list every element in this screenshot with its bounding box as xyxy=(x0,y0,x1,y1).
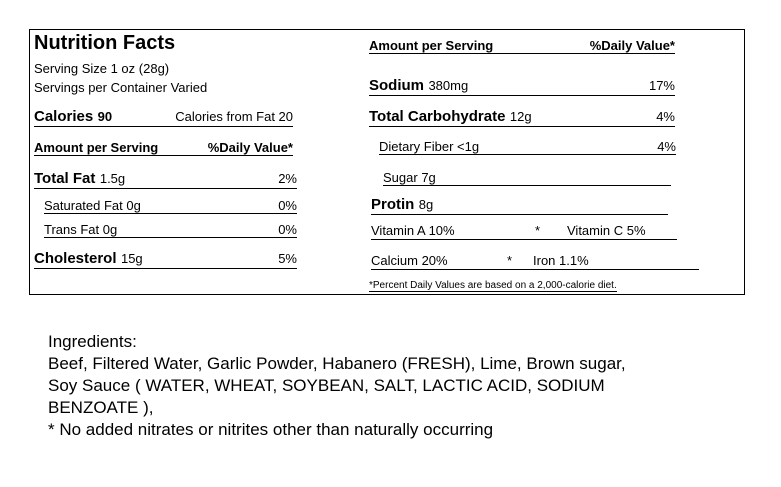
nutrient-dv: 2% xyxy=(278,171,297,186)
sugar-row xyxy=(383,170,671,186)
nutrient-amount: 12g xyxy=(509,109,532,124)
nutrient-name: Sugar xyxy=(383,170,418,185)
ingredients-line: Soy Sauce ( WATER, WHEAT, SOYBEAN, SALT, LACTIC ACID, SODIUM xyxy=(48,376,605,395)
separator-asterisk: * xyxy=(535,223,541,238)
calories-label: Calories xyxy=(34,108,94,125)
nutrient-dv: 0% xyxy=(278,222,297,237)
right-header-row xyxy=(369,38,675,54)
calcium: Calcium 20% xyxy=(371,253,448,268)
nutrient-dv: 4% xyxy=(656,109,675,124)
nutrition-title: Nutrition Facts xyxy=(34,32,176,54)
separator-asterisk: * xyxy=(507,253,513,268)
nutrient-name: Sodium xyxy=(369,77,424,94)
ingredients-line: Beef, Filtered Water, Garlic Powder, Habanero (FRESH), Lime, Brown sugar, xyxy=(48,354,626,373)
ingredients-line: BENZOATE ), xyxy=(48,398,154,417)
nutrient-name: Saturated Fat xyxy=(44,198,123,213)
nutrient-dv: 4% xyxy=(657,139,676,154)
servings-per-container: Servings per Container Varied xyxy=(34,80,208,95)
nutrient-dv: 17% xyxy=(648,78,675,93)
mineral-row xyxy=(371,253,699,270)
nutrient-amount: 1.5g xyxy=(99,171,126,186)
nutrient-name: Total Fat xyxy=(34,170,96,187)
vitamin-c: Vitamin C 5% xyxy=(567,223,646,238)
saturated-fat-row xyxy=(44,198,297,214)
cholesterol-row xyxy=(34,250,297,269)
calories-value: 90 xyxy=(97,109,113,124)
nutrient-name: Total Carbohydrate xyxy=(369,108,506,125)
nutrient-amount: 0g xyxy=(126,198,141,213)
sodium-row xyxy=(369,77,675,96)
nutrient-amount: 15g xyxy=(120,251,143,266)
nutrient-name: Protin xyxy=(371,196,415,213)
iron: Iron 1.1% xyxy=(533,253,589,268)
ingredients-section xyxy=(48,331,626,441)
nutrient-name: Cholesterol xyxy=(34,250,117,267)
total-carbohydrate-row xyxy=(369,108,675,127)
nitrates-note: * No added nitrates or nitrites other than naturally occurring xyxy=(48,420,494,439)
nutrient-amount: 0g xyxy=(102,222,118,237)
nutrient-amount: 7g xyxy=(421,170,436,185)
vitamin-row xyxy=(371,223,677,240)
daily-value-footnote: *Percent Daily Values are based on a 2,000-calorie diet. xyxy=(369,280,617,291)
amount-per-serving-header: Amount per Serving xyxy=(34,140,159,155)
nutrient-name: Dietary Fiber xyxy=(379,139,454,154)
nutrient-name: Trans Fat xyxy=(44,222,100,237)
serving-size: Serving Size 1 oz (28g) xyxy=(34,61,170,76)
dietary-fiber-row xyxy=(379,139,676,155)
nutrient-dv: 0% xyxy=(278,198,297,213)
ingredients-heading: Ingredients: xyxy=(48,332,137,351)
daily-value-header: %Daily Value* xyxy=(589,38,675,53)
nutrient-amount: 380mg xyxy=(428,78,469,93)
vitamin-a: Vitamin A 10% xyxy=(371,223,455,238)
left-header-row xyxy=(34,140,293,156)
nutrient-amount: 8g xyxy=(418,197,434,212)
trans-fat-row xyxy=(44,222,297,238)
calories-from-fat: Calories from Fat 20 xyxy=(175,109,293,124)
calories-row xyxy=(34,108,293,127)
nutrient-amount: <1g xyxy=(457,139,480,154)
amount-per-serving-header: Amount per Serving xyxy=(369,38,494,53)
total-fat-row xyxy=(34,170,297,189)
protein-row xyxy=(371,196,668,215)
nutrient-dv: 5% xyxy=(278,251,297,266)
daily-value-header: %Daily Value* xyxy=(207,140,293,155)
nutrition-facts-panel xyxy=(29,29,745,295)
